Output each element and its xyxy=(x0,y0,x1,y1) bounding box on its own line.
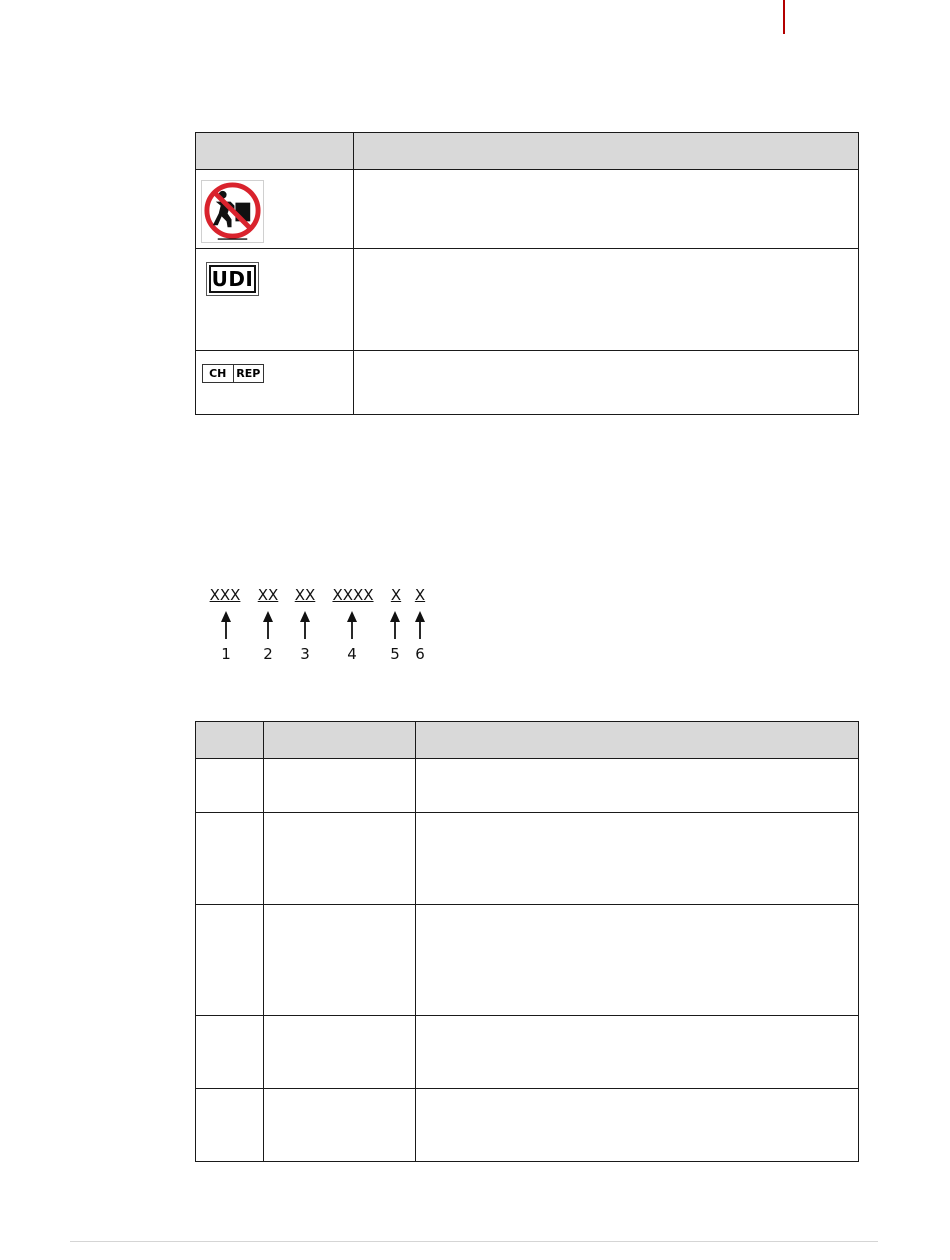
description-cell xyxy=(354,351,859,415)
table-cell xyxy=(416,1089,859,1162)
serial-index-6: 6 xyxy=(415,645,425,663)
table-cell xyxy=(264,1016,416,1089)
field-column-header xyxy=(264,722,416,759)
symbols-table xyxy=(195,132,859,415)
table-cell xyxy=(196,1016,264,1089)
description-cell xyxy=(354,249,859,351)
table-row xyxy=(196,813,859,905)
symbol-cell xyxy=(196,170,354,249)
table-cell xyxy=(196,1089,264,1162)
table-row xyxy=(196,249,859,351)
position-column-header xyxy=(196,722,264,759)
table-row xyxy=(196,905,859,1016)
table-header-row xyxy=(196,722,859,759)
table-cell xyxy=(264,905,416,1016)
serial-number-format-diagram xyxy=(200,580,440,670)
serial-index-3: 3 xyxy=(300,645,310,663)
ch-rep-icon xyxy=(202,364,264,383)
table-row xyxy=(196,351,859,415)
ch-rep-left-label: CH xyxy=(209,367,227,380)
table-cell xyxy=(416,759,859,813)
table-row xyxy=(196,170,859,249)
serial-index-1: 1 xyxy=(221,645,231,663)
table-cell xyxy=(416,813,859,905)
table-cell xyxy=(416,1016,859,1089)
table-cell xyxy=(196,813,264,905)
symbol-cell xyxy=(196,351,354,415)
serial-segment-2: XX xyxy=(257,586,279,604)
serial-segment-1: XXX xyxy=(209,586,241,604)
ch-rep-right-label: REP xyxy=(233,365,264,382)
serial-segment-5: X xyxy=(390,586,402,604)
serial-segment-3: XX xyxy=(294,586,316,604)
table-cell xyxy=(196,759,264,813)
top-margin-mark xyxy=(783,0,785,34)
table-cell xyxy=(416,905,859,1016)
udi-icon-label: UDI xyxy=(209,265,256,293)
table-row xyxy=(196,759,859,813)
serial-segment-4: XXXX xyxy=(332,586,374,604)
table-row xyxy=(196,1016,859,1089)
table-row xyxy=(196,1089,859,1162)
no-pushing-icon xyxy=(201,180,264,243)
table-cell xyxy=(196,905,264,1016)
symbol-cell xyxy=(196,249,354,351)
serial-fields-table xyxy=(195,721,859,1162)
table-cell xyxy=(264,759,416,813)
serial-index-2: 2 xyxy=(263,645,273,663)
udi-icon xyxy=(206,262,259,296)
description-column-header xyxy=(354,133,859,170)
table-cell xyxy=(264,813,416,905)
serial-index-4: 4 xyxy=(347,645,357,663)
table-cell xyxy=(264,1089,416,1162)
table-header-row xyxy=(196,133,859,170)
footer-divider xyxy=(70,1241,878,1242)
symbol-column-header xyxy=(196,133,354,170)
serial-index-5: 5 xyxy=(390,645,400,663)
description-cell xyxy=(354,170,859,249)
meaning-column-header xyxy=(416,722,859,759)
serial-segment-6: X xyxy=(414,586,426,604)
